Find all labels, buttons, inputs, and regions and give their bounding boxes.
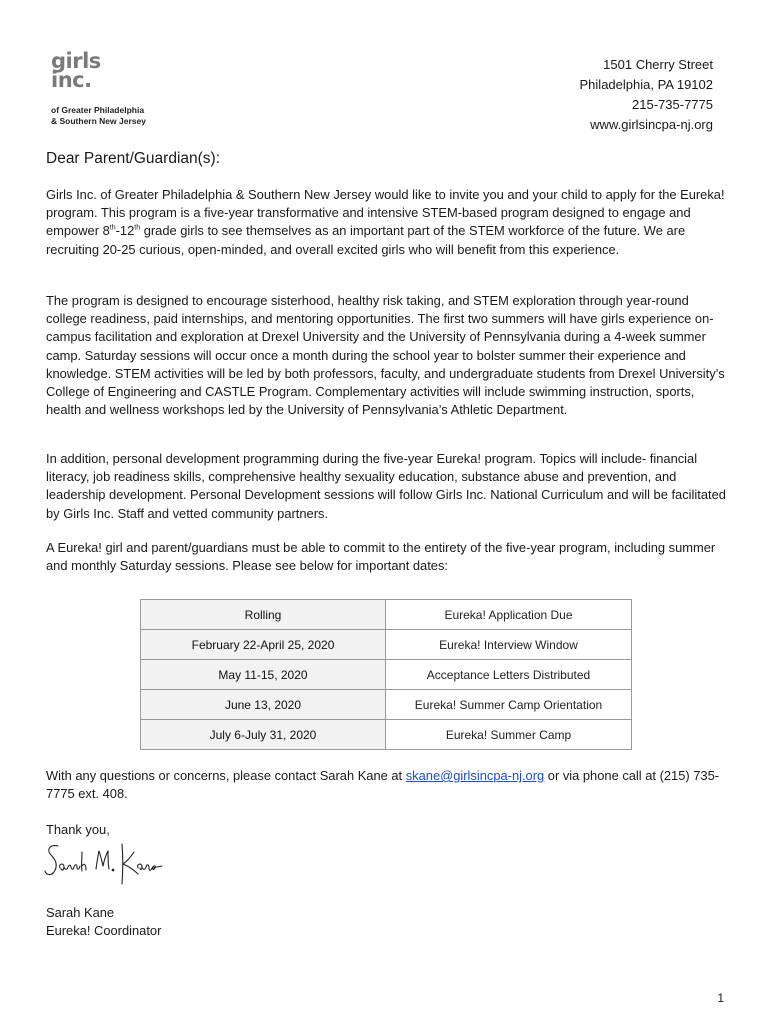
dates-table-row [141,720,632,750]
dates-table-row [141,630,632,660]
paragraph-intro [46,186,728,259]
contact-text-a: With any questions or concerns, please contact Sarah Kane at [46,768,406,783]
address-block [580,55,713,135]
girls-inc-logo [51,49,171,127]
important-dates-table [140,599,632,750]
salutation: Dear Parent/Guardian(s): [46,150,221,167]
event-cell: Acceptance Letters Distributed [386,660,632,690]
paragraph-commitment: A Eureka! girl and parent/guardians must be able to commit to the entirety of the five-year program, including summer and monthly Saturday sessions. Please see below for important dates: [46,540,716,574]
logo-word-girls: girls [51,49,101,73]
intro-sup-2: th [134,225,141,233]
signer-name: Sarah Kane [46,905,115,920]
paragraph-development: In addition, personal development programming during the five-year Eureka! program. Topics will include- financial literacy, job readiness skills, comprehensive healthy sexuality education, substance abuse and prevention, and leadership development. Personal Development sessions will follow Girls Inc. National Curriculum and will be facilitated by Girls Inc. Staff and vetted community partners. [46,451,726,521]
closing: Thank you, [46,822,110,837]
paragraph-program: The program is designed to encourage sisterhood, healthy risk taking, and STEM exploration through year-round college readiness, paid internships, and mentoring opportunities. The first two summers will have girls experience on-campus facilitation and exploration at Drexel University and the University of Pennsylvania during a 4-week summer camp. Saturday sessions will occur once a month during the school year to bolster summer their experience and knowledge. STEM activities will be led by both professors, faculty, and undergraduate students from Drexel University’s College of Engineering and CASTLE Program. Complementary activities will include swimming instruction, sports, health and wellness workshops led by the University of Pennsylvania’s Athletic Department. [46,293,725,418]
event-cell: Eureka! Summer Camp [386,720,632,750]
signer-block [46,904,728,940]
date-cell: July 6-July 31, 2020 [141,720,386,750]
address-street: 1501 Cherry Street [603,57,713,72]
dates-table-row [141,600,632,630]
logo-subtitle-line2: & Southern New Jersey [51,116,146,126]
event-cell: Eureka! Summer Camp Orientation [386,690,632,720]
paragraph-contact [46,767,728,803]
address-website: www.girlsincpa-nj.org [590,117,713,132]
address-city: Philadelphia, PA 19102 [579,77,713,92]
dates-table-body [141,600,632,750]
date-cell: May 11-15, 2020 [141,660,386,690]
logo-subtitle [51,105,171,127]
intro-sup-1: th [109,225,116,233]
handwritten-signature [42,840,182,886]
contact-text-b: or via phone call at (215) 735-7775 ext. 408. [46,768,720,802]
date-cell: February 22-April 25, 2020 [141,630,386,660]
intro-text-c: grade girls to see themselves as an important part of the STEM workforce of the future. We are recruiting 20-25 curious, open-minded, and overall excited girls who will benefit from this experience. [46,223,686,257]
logo-subtitle-line1: of Greater Philadelphia [51,105,145,115]
dates-table-row [141,690,632,720]
date-cell: June 13, 2020 [141,690,386,720]
address-phone: 215-735-7775 [632,97,713,112]
contact-email-link[interactable]: skane@girlsincpa-nj.org [405,768,545,783]
date-cell: Rolling [141,600,386,630]
page-number: 1 [717,991,724,1005]
event-cell: Eureka! Application Due [386,600,632,630]
event-cell: Eureka! Interview Window [386,630,632,660]
logo-word-inc: inc. [51,68,92,92]
dates-table-row [141,660,632,690]
intro-text-b: -12 [115,223,135,239]
signer-title: Eureka! Coordinator [46,923,162,939]
intro-text-a: Girls Inc. of Greater Philadelphia & Southern New Jersey would like to invite you and your child to apply for the Eureka! program. This program is a five-year transformative and intensive STEM-based program designed to engage and empower 8 [46,187,725,239]
